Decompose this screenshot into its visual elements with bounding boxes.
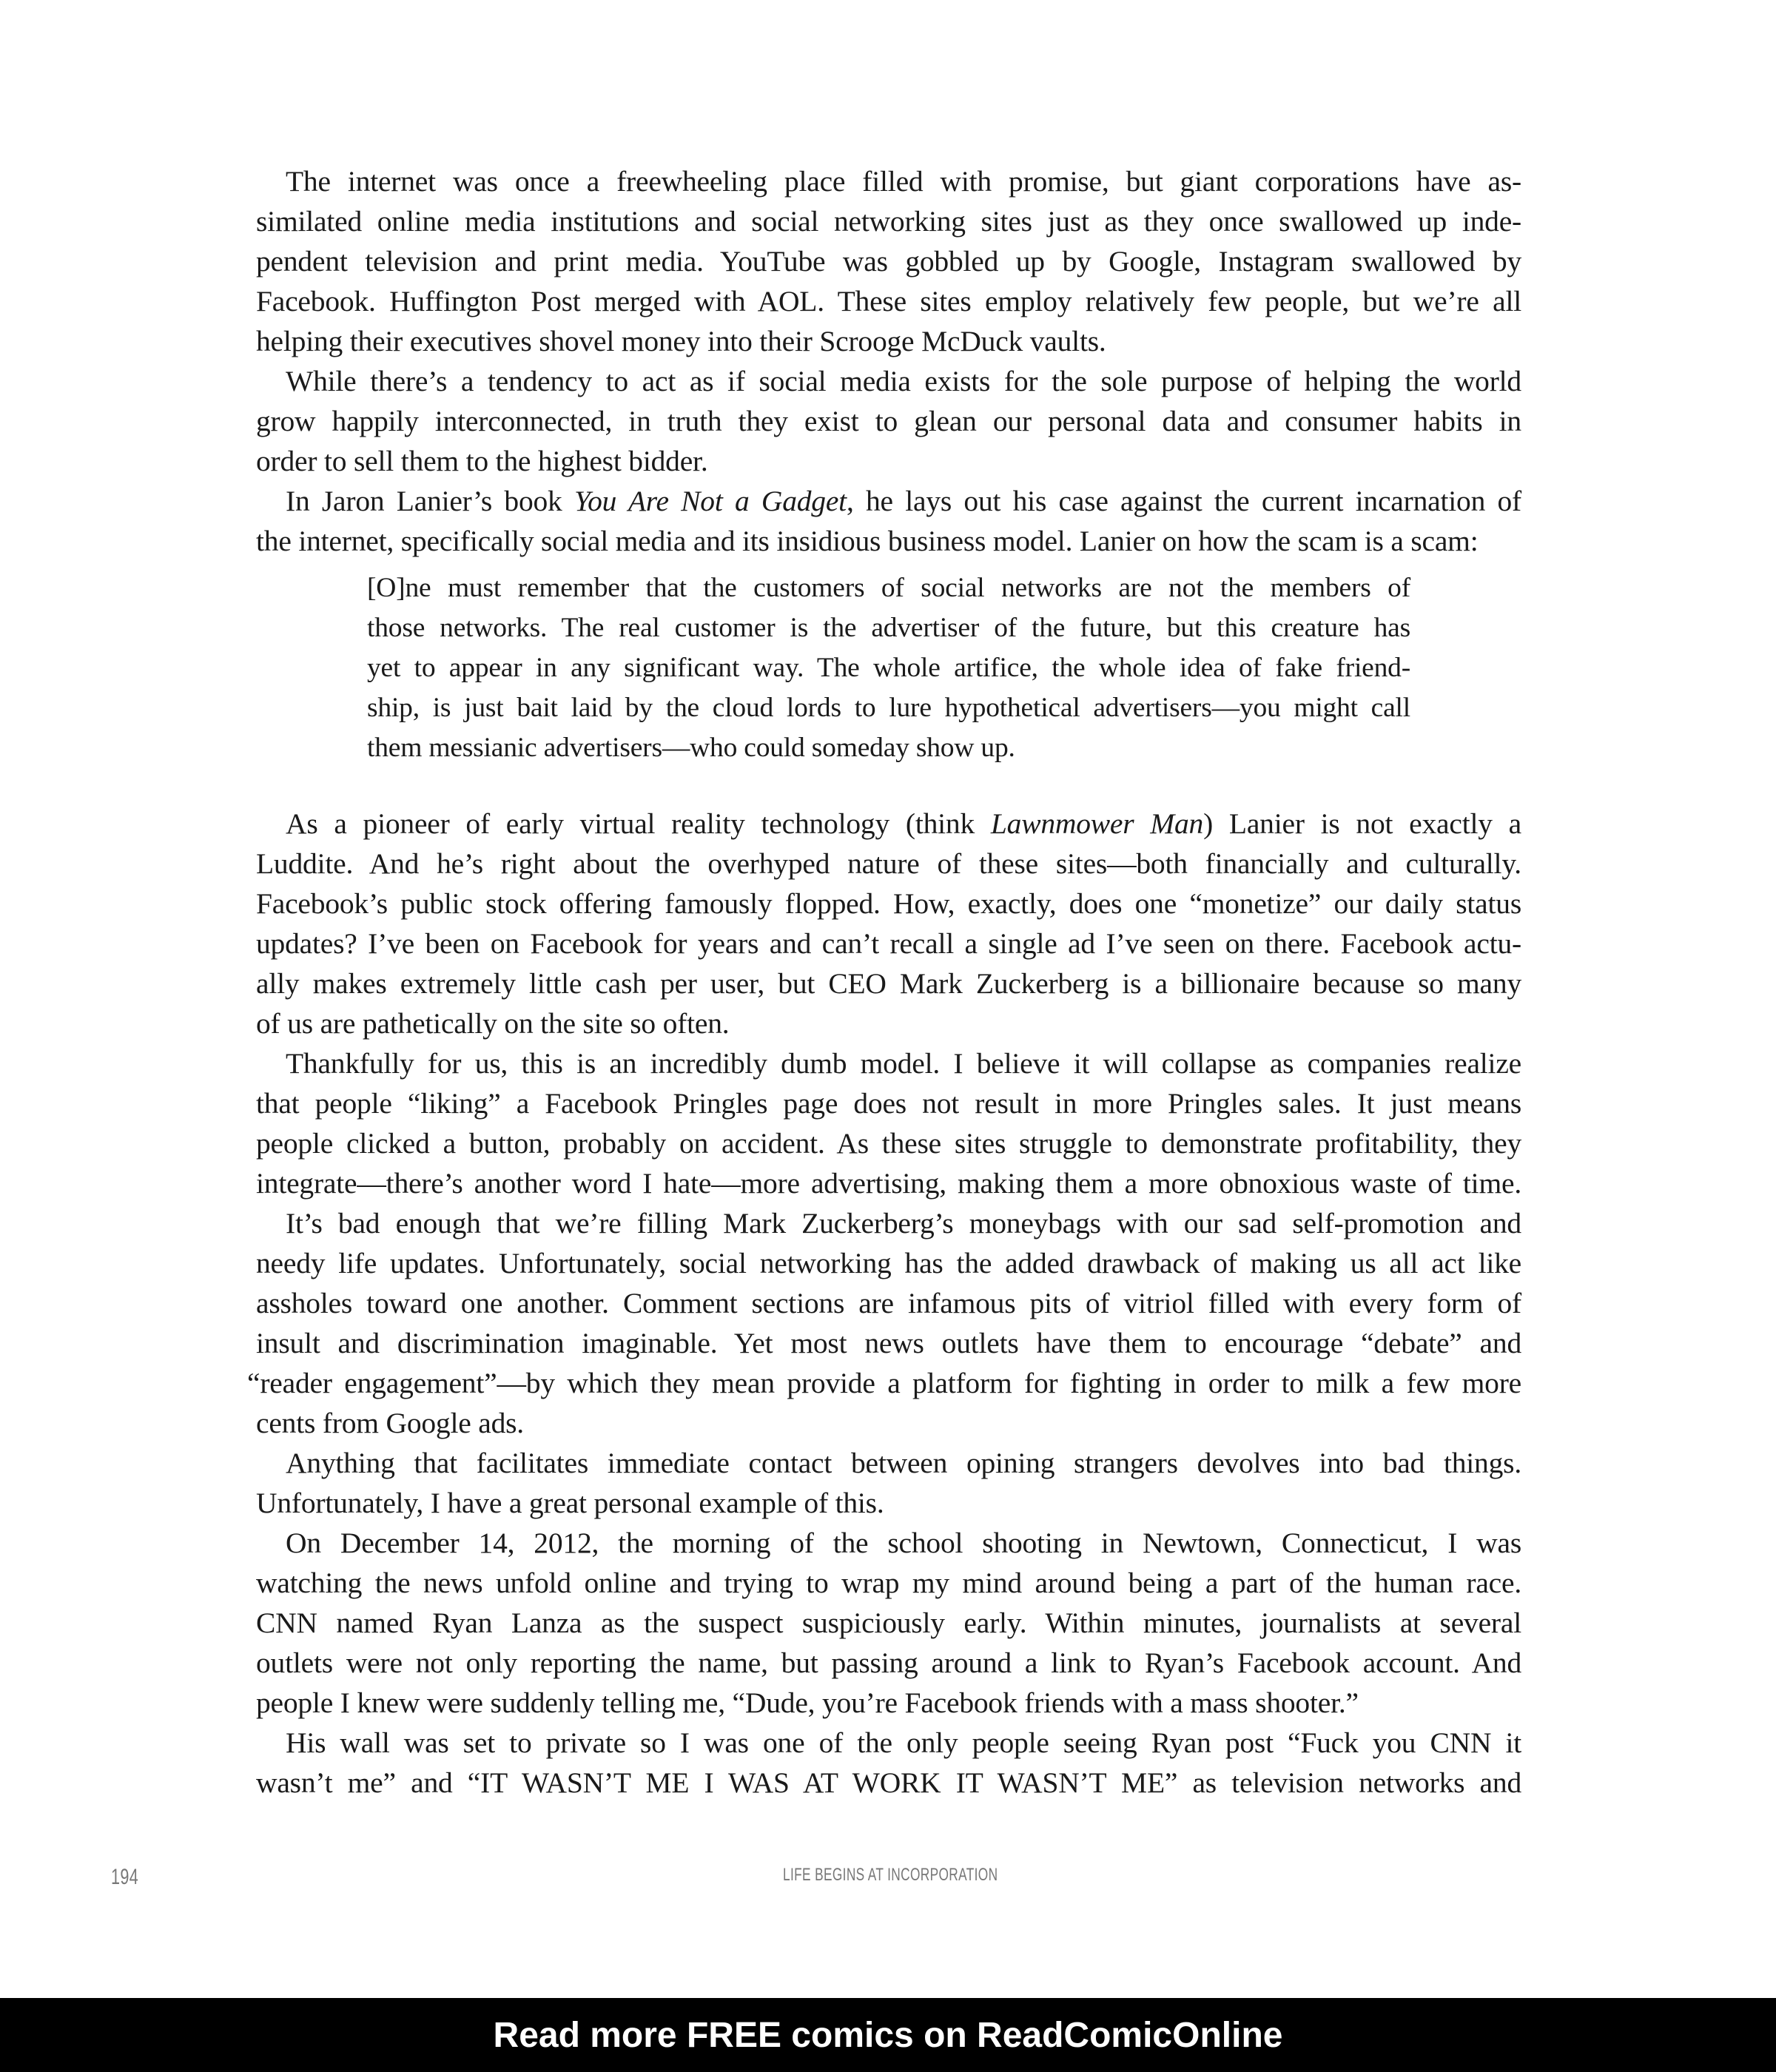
- text-line: The internet was once a freewheeling place filled with promise, but giant corporations have as-: [286, 165, 1521, 198]
- blockquote-line: yet to appear in any significant way. The whole artifice, the whole idea of fake friend-: [367, 653, 1410, 683]
- text-line: On December 14, 2012, the morning of the school shooting in Newtown, Connecticut, I was: [286, 1527, 1521, 1559]
- blockquote-line: ship, is just bait laid by the cloud lords to lure hypothetical advertisers—you might call: [367, 693, 1410, 723]
- text-line: outlets were not only reporting the name, but passing around a link to Ryan’s Facebook account. And: [256, 1646, 1521, 1679]
- text-line: ally makes extremely little cash per user, but CEO Mark Zuckerberg is a billionaire because so many: [256, 967, 1521, 1000]
- text-line: Facebook. Huffington Post merged with AOL. These sites employ relatively few people, but we’re all: [256, 285, 1521, 317]
- text-line: Luddite. And he’s right about the overhyped nature of these sites—both financially and culturally.: [256, 847, 1521, 880]
- blockquote-line: those networks. The real customer is the advertiser of the future, but this creature has: [367, 613, 1410, 643]
- text-line: grow happily interconnected, in truth they exist to glean our personal data and consumer habits in: [256, 405, 1521, 437]
- text-line: His wall was set to private so I was one of the only people seeing Ryan post “Fuck you CNN it: [286, 1726, 1521, 1759]
- page-number: 194: [111, 1865, 139, 1889]
- text-line: needy life updates. Unfortunately, social networking has the added drawback of making us all act like: [256, 1247, 1521, 1279]
- book-title: You Are Not a Gadget: [574, 485, 847, 517]
- text-line: similated online media institutions and social networking sites just as they once swallowed up inde-: [256, 205, 1521, 238]
- text-line: watching the news unfold online and trying to wrap my mind around being a part of the human race.: [256, 1567, 1521, 1599]
- text-line: wasn’t me” and “IT WASN’T ME I WAS AT WORK IT WASN’T ME” as television networks and: [256, 1766, 1521, 1799]
- promo-banner-text[interactable]: Read more FREE comics on ReadComicOnline: [493, 2015, 1283, 2055]
- text-line: helping their executives shovel money into their Scrooge McDuck vaults.: [256, 325, 1106, 357]
- text-line: the internet, specifically social media and its insidious business model. Lanier on how the scam is a scam:: [256, 525, 1479, 557]
- text-line: order to sell them to the highest bidder.: [256, 445, 708, 477]
- blockquote-line: them messianic advertisers—who could someday show up.: [367, 733, 1015, 763]
- text-line: It’s bad enough that we’re filling Mark Zuckerberg’s moneybags with our sad self-promotion and: [286, 1207, 1521, 1240]
- text-line: “reader engagement”—by which they mean provide a platform for fighting in order to milk a few more: [247, 1367, 1521, 1399]
- text-line: cents from Google ads.: [256, 1407, 524, 1439]
- text-line: of us are pathetically on the site so often.: [256, 1007, 730, 1040]
- promo-banner[interactable]: [0, 1998, 1776, 2072]
- text-line: that people “liking” a Facebook Pringles page does not result in more Pringles sales. It just means: [256, 1087, 1521, 1120]
- text-line: Facebook’s public stock offering famously flopped. How, exactly, does one “monetize” our daily status: [256, 887, 1521, 920]
- text-line: [286, 481, 1521, 521]
- text-run: , he lays out his case against the current incarnation of: [846, 485, 1521, 517]
- text-line: pendent television and print media. YouTube was gobbled up by Google, Instagram swallowed by: [256, 245, 1521, 278]
- film-title: Lawnmower Man: [990, 807, 1204, 840]
- text-line: insult and discrimination imaginable. Yet most news outlets have them to encourage “debate” and: [256, 1327, 1521, 1359]
- text-line: Anything that facilitates immediate contact between opining strangers devolves into bad things.: [286, 1447, 1521, 1479]
- text-line: While there’s a tendency to act as if social media exists for the sole purpose of helping the world: [286, 365, 1521, 397]
- text-run: As a pioneer of early virtual reality technology (think: [286, 807, 991, 840]
- text-line: Thankfully for us, this is an incredibly dumb model. I believe it will collapse as companies realize: [286, 1047, 1521, 1080]
- running-head: LIFE BEGINS AT INCORPORATION: [783, 1865, 998, 1885]
- text-line: Unfortunately, I have a great personal example of this.: [256, 1487, 884, 1519]
- text-line: [286, 804, 1521, 844]
- text-line: updates? I’ve been on Facebook for years and can’t recall a single ad I’ve seen on there. Facebook actu-: [256, 927, 1521, 960]
- text-run: ) Lanier is not exactly a: [1203, 807, 1521, 840]
- text-line: people I knew were suddenly telling me, “Dude, you’re Facebook friends with a mass shooter.”: [256, 1686, 1359, 1719]
- text-line: CNN named Ryan Lanza as the suspect suspiciously early. Within minutes, journalists at several: [256, 1607, 1521, 1639]
- text-run: In Jaron Lanier’s book: [286, 485, 574, 517]
- text-line: integrate—there’s another word I hate—more advertising, making them a more obnoxious waste of time.: [256, 1167, 1521, 1200]
- text-line: people clicked a button, probably on accident. As these sites struggle to demonstrate profitability, they: [256, 1127, 1521, 1160]
- text-line: assholes toward one another. Comment sections are infamous pits of vitriol filled with every form of: [256, 1287, 1521, 1319]
- blockquote-line: [O]ne must remember that the customers of social networks are not the members of: [367, 573, 1410, 603]
